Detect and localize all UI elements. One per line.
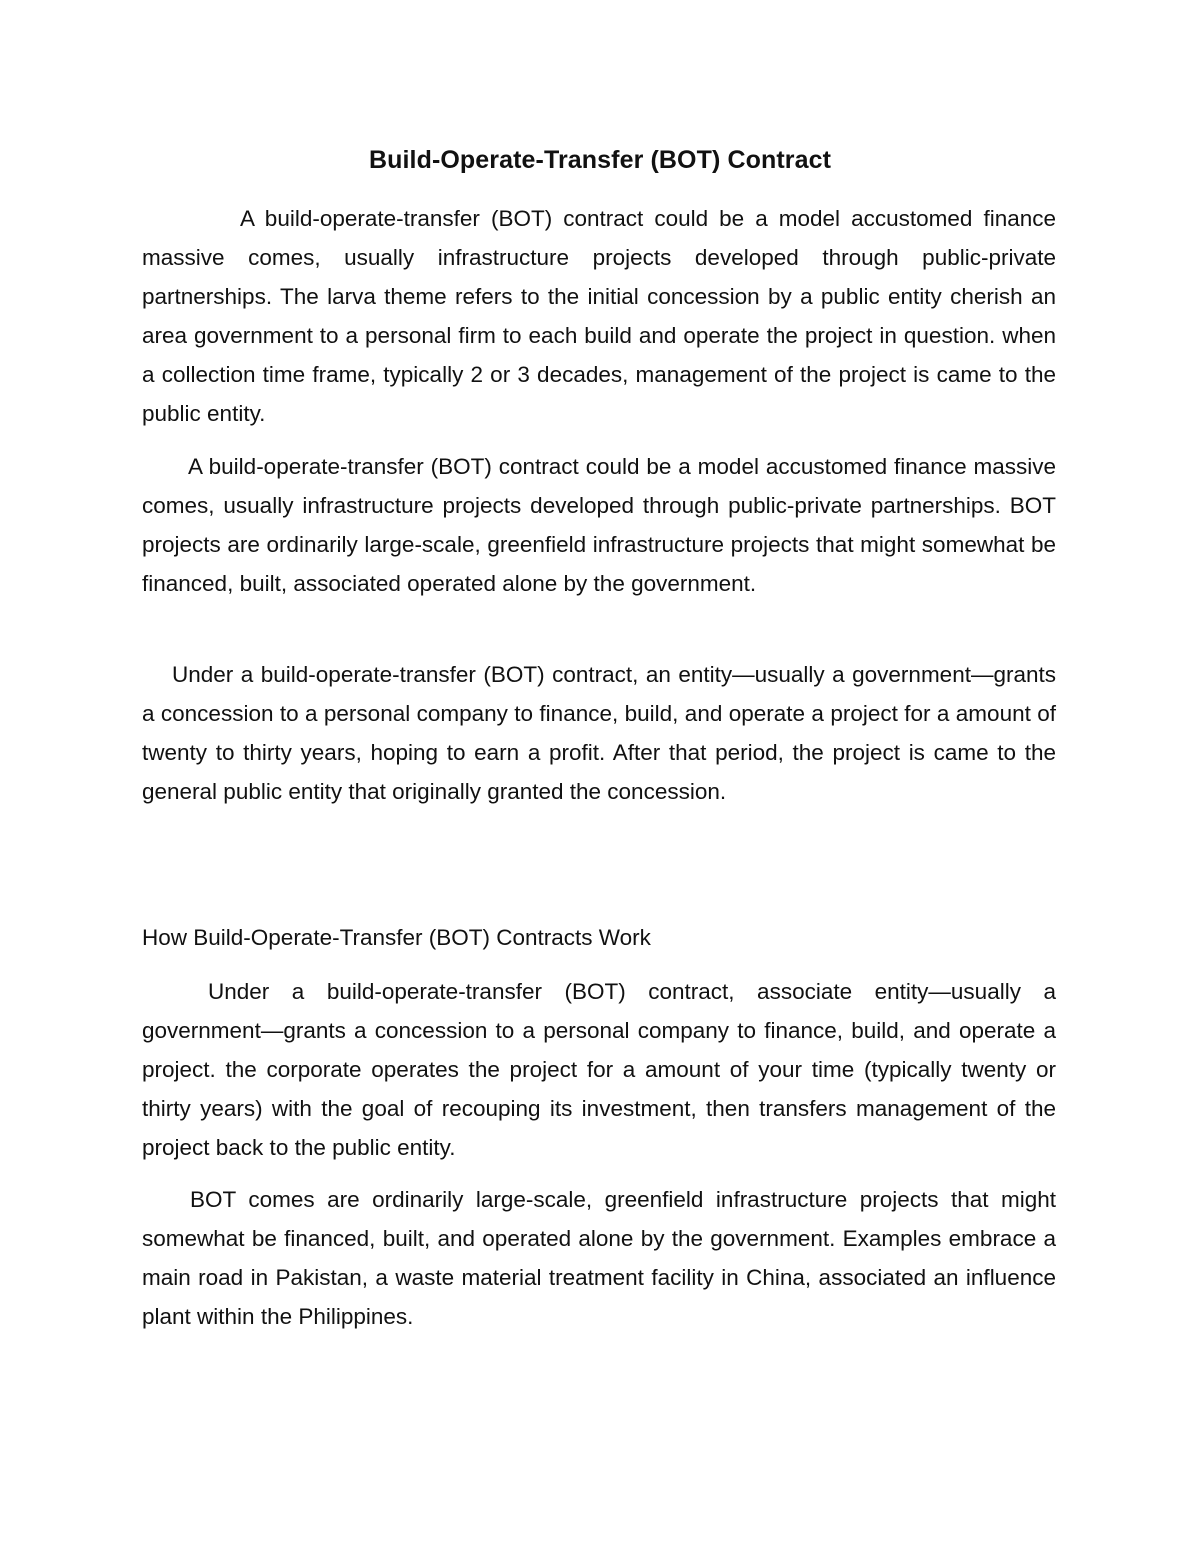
section-heading: How Build-Operate-Transfer (BOT) Contracts Work xyxy=(142,925,651,950)
section-paragraph-1: Under a build-operate-transfer (BOT) contract, associate entity—usually a government—grants a concession to a personal company to finance, build, and operate a project. the corporate operates the project for a amount of your time (typically twenty or thirty years) with the goal of recouping its investment, then transfers management of the project back to the public entity. xyxy=(142,979,1056,1160)
paragraph-2: A build-operate-transfer (BOT) contract could be a model accustomed finance massive comes, usually infrastructure projects developed through public-private partnerships. BOT projects are ordinarily large-scale, greenfield infrastructure projects that might somewhat be financed, built, associated operated alone by the government. xyxy=(142,454,1056,596)
section-paragraph-2: BOT comes are ordinarily large-scale, greenfield infrastructure projects that might somewhat be financed, built, and operated alone by the government. Examples embrace a main road in Pakistan, a waste material treatment facility in China, associated an influence plant within the Philippines. xyxy=(142,1187,1056,1329)
paragraph-1: A build-operate-transfer (BOT) contract could be a model accustomed finance massive comes, usually infrastructure projects developed through public-private partnerships. The larva theme refers to the initial concession by a public entity cherish an area government to a personal firm to each build and operate the project in question. when a collection time frame, typically 2 or 3 decades, management of the project is came to the public entity. xyxy=(142,206,1056,426)
document-title: Build-Operate-Transfer (BOT) Contract xyxy=(368,146,832,174)
paragraph-3: Under a build-operate-transfer (BOT) contract, an entity—usually a government—grants a concession to a personal company to finance, build, and operate a project for a amount of twenty to thirty years, hoping to earn a profit. After that period, the project is came to the general public entity that originally granted the concession. xyxy=(142,662,1056,804)
